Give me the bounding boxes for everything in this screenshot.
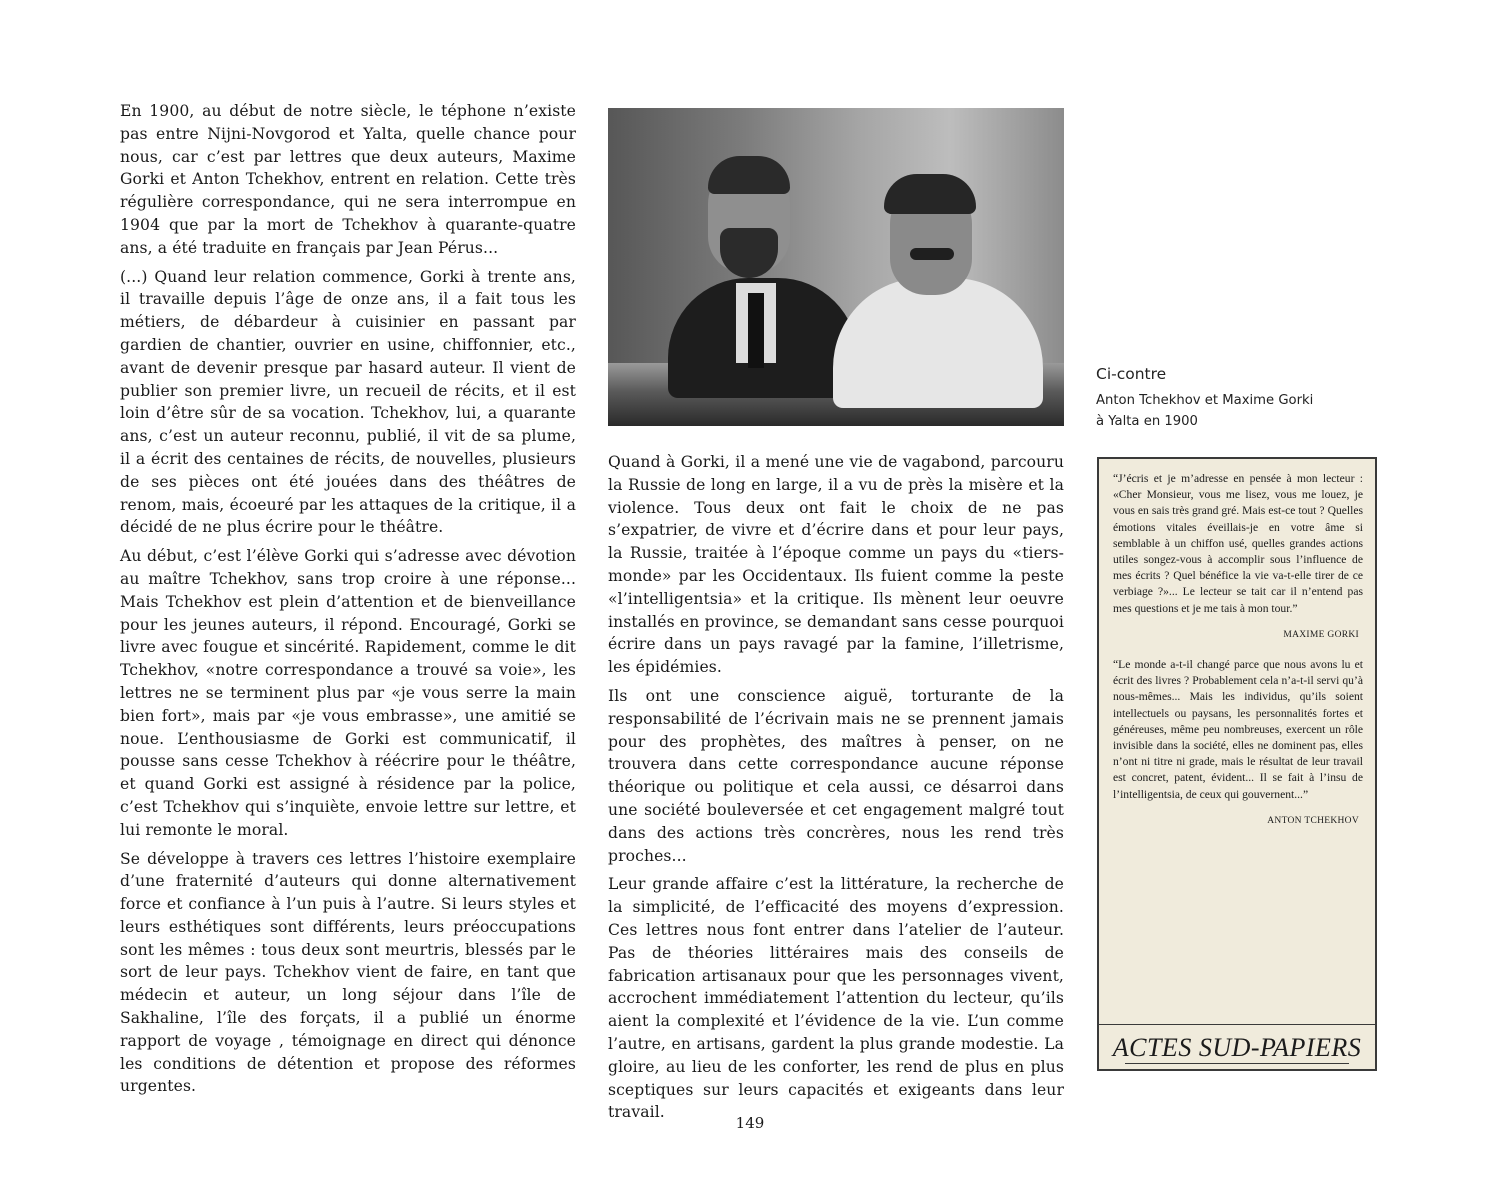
signature-tchekhov: ANTON TCHEKHOV	[1267, 815, 1359, 826]
caption-text	[1096, 390, 1336, 432]
signature-gorki: MAXIME GORKI	[1283, 629, 1359, 640]
page-number: 149	[735, 1114, 765, 1132]
left-text-column	[120, 100, 576, 1104]
photo-caption	[1096, 362, 1336, 432]
paragraph: En 1900, au début de notre siècle, le téphone n’existe pas entre Nijni-Novgorod et Yalta, quelle chance pour nous, car c’est par lettres que deux auteurs, Maxime Gorki et Anton Tchekhov, entrent en relation. Cette très régulière correspondance, qui ne sera interrompue en 1904 que par la mort de Tchekhov à quarante-quatre ans, a été traduite en français par Jean Pérus...	[120, 102, 576, 257]
paragraph: Se développe à travers ces lettres l’histoire exemplaire d’une fraternité d’auteurs qui donne alternativement force et confiance à l’un puis à l’autre. Si leurs styles et leurs esthétiques sont différents, leurs préoccupations sont les mêmes : tous deux sont meurtris, blessés par le sort de leur pays. Tchekhov vient de faire, en tant que médecin et auteur, un long séjour dans l’île de Sakhaline, l’île des forçats, il a publié un énorme rapport de voyage , témoignage en direct qui dénonce les conditions de détention et propose des réformes urgentes.	[120, 849, 576, 1096]
paragraph: (...) Quand leur relation commence, Gorki à trente ans, il travaille depuis l’âge de onze ans, il a fait tous les métiers, de débardeur à cuisinier en passant par gardien de chantier, ouvrier en usine, chiffonnier, etc., avant de devenir presque par hasard auteur. Il vient de publier son premier livre, un recueil de récits, et il est loin d’être sûr de sa vocation. Tchekhov, lui, a quarante ans, c’est un auteur reconnu, publié, il vit de sa plume, il a écrit des centaines de récits, de nouvelles, plusieurs de ses pièces ont été jouées dans des théâtres de renom, mais, écoeuré par les attaques de la critique, il a décidé de ne plus écrire pour le théâtre.	[120, 267, 576, 537]
photo-tchekhov-gorki	[608, 108, 1064, 426]
middle-text-column	[608, 451, 1064, 1130]
caption-line: Anton Tchekhov et Maxime Gorki	[1096, 393, 1314, 408]
quote-gorki: “J’écris et je m’adresse en pensée à mon lecteur : «Cher Monsieur, vous me lisez, vous me louez, je vous en sais très grand gré. Mais est-ce tout ? Quelles émotions vitales éveillais-je en votre âme si semblable à un chiffon usé, quelles grandes actions utiles songez-vous à accomplir sous l’influence de mes écrits ? Quel bénéfice la vie va-t-elle tirer de ce verbiage ?»... Le lecteur se tait car il n’entend pas mes questions et je me tais à mon tour.”	[1113, 472, 1363, 615]
publisher-logo: ACTES SUD-PAPIERS	[1112, 1033, 1362, 1062]
quote-tchekhov: “Le monde a-t-il changé parce que nous avons lu et écrit des livres ? Probablement cela n’a-t-il servi qu’à nous-mêmes... Mais les individus, qu’ils soient intellectuels ou paysans, les personnalités fortes et généreuses, même peu nombreuses, exercent un rôle invisible dans la société, elles ne dominent pas, elles n’ont ni titre ni grade, mais le résultat de leur travail est concret, patent, évident... Il se fait à l’insu de l’intelligentsia, de ceux qui gouvernent...”	[1113, 658, 1363, 801]
caption-line: à Yalta en 1900	[1096, 414, 1198, 429]
book-cover-card	[1097, 457, 1377, 1071]
divider	[1099, 1024, 1375, 1025]
paragraph: Ils ont une conscience aiguë, torturante de la responsabilité de l’écrivain mais ne se prennent jamais pour des prophètes, des maîtres à penser, on ne trouvera dans cette correspondance aucune réponse théorique ou politique et cela aussi, ce désarroi dans une société bouleversée et cet engagement malgré tout dans des actions très concrères, nous les rend très proches...	[608, 686, 1064, 865]
logo-underline	[1125, 1063, 1349, 1064]
caption-title: Ci-contre	[1096, 365, 1167, 383]
paragraph: Au début, c’est l’élève Gorki qui s’adresse avec dévotion au maître Tchekhov, sans trop croire à une réponse... Mais Tchekhov est plein d’attention et de bienveillance pour les jeunes auteurs, il répond. Encouragé, Gorki se livre avec fougue et sincérité. Rapidement, comme le dit Tchekhov, «notre correspondance a trouvé sa voie», les lettres ne se terminent plus par «je vous serre la main bien fort», mais par «je vous embrasse», une amitié se noue. L’enthousiasme de Gorki est communicatif, il pousse sans cesse Tchekhov à réécrire pour le théâtre, et quand Gorki est assigné à résidence par la police, c’est Tchekhov qui s’inquiète, envoie lettre sur lettre, et lui remonte le moral.	[120, 547, 576, 839]
paragraph: Quand à Gorki, il a mené une vie de vagabond, parcouru la Russie de long en large, il a vu de près la misère et la violence. Tous deux ont fait le choix de ne pas s’expatrier, de vivre et d’écrire dans et pour leur pays, la Russie, traitée à l’époque comme un pays du «tiers-monde» par les Occidentaux. Ils fuient comme la peste «l’intelligentsia» et la critique. Ils mènent leur oeuvre installés en province, se demandant sans cesse pourquoi écrire dans un pays ravagé par la famine, l’illetrisme, les épidémies.	[608, 453, 1064, 677]
paragraph: Leur grande affaire c’est la littérature, la recherche de la simplicité, de l’efficacité des moyens d’expression. Ces lettres nous font entrer dans l’atelier de l’auteur. Pas de théories littéraires mais des conseils de fabrication artisanaux pour que les personnages vivent, accrochent immédiatement l’attention du lecteur, qu’ils aient la complexité et l’évidence de la vie. L’un comme l’autre, en artisans, gardent la plus grande modestie. La gloire, au lieu de les conforter, les rend de plus en plus sceptiques sur leurs capacités et exigeants dans leur travail.	[608, 875, 1064, 1122]
card-quotes	[1113, 471, 1363, 843]
